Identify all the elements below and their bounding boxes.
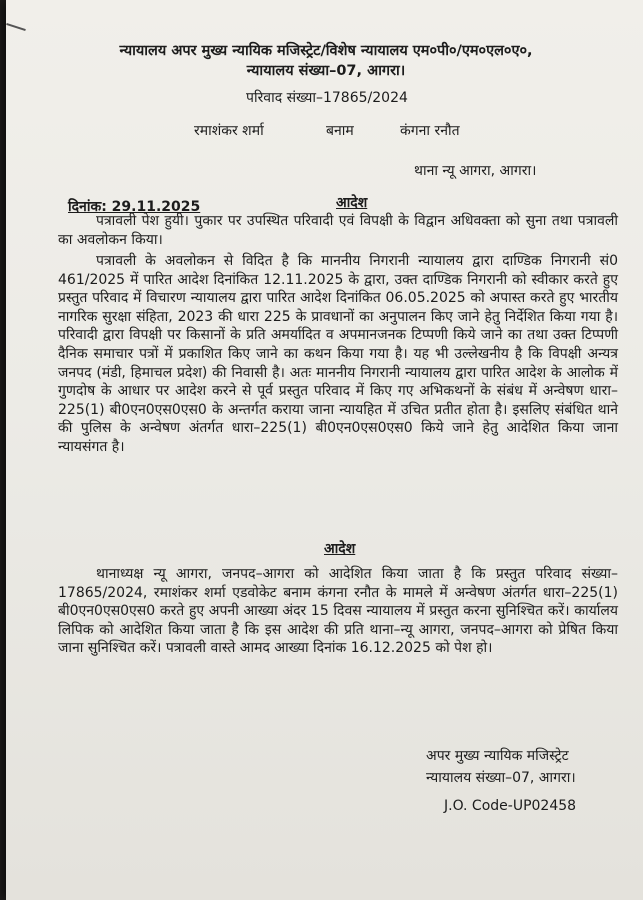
order-paragraph-2: पत्रावली के अवलोकन से विदित है कि माननीय निगरानी न्यायालय द्वारा दाण्डिक निगरानी सं0 461/2025 में पारित आदेश दिनांकित 12.11.2025 के द्वारा, उक्त दाण्डिक निगरानी को स्वीकार करते हुए प्रस्तुत परिवाद में विचारण न्यायालय द्वारा पारित आदेश दिनांकित 06.05.2025 को अपास्त करते हुए भारतीय नागरिक सुरक्षा संहिता, 2023 की धारा 225 के प्रावधानों का अनुपालन किए जाने हेतु निर्देशित किया गया है। परिवादी द्वारा विपक्षी पर किसानों के प्रति अमर्यादित व अपमानजनक टिप्पणी किये जाने का तथा उक्त टिप्पणी दैनिक समाचार पत्रों में प्रकाशित किए जाने का कथन किया गया है। यह भी उल्लेखनीय है कि विपक्षी अन्यत्र जनपद (मंडी, हिमाचल प्रदेश) की निवासी है। अतः माननीय निगरानी न्यायालय द्वारा पारित आदेश के आलोक में गुणदोष के आधार पर आदेश करने से पूर्व प्रस्तुत परिवाद में किए गए अभिकथनों के संबंध में अन्वेषण धारा–225(1) बी0एन0एस0एस0 के अन्तर्गत कराया जाना न्यायहित में उचित प्रतीत होता है। इसलिए संबंधित थाने की पुलिस के अन्वेषण अंतर्गत धारा–225(1) बी0एन0एस0एस0 किये जाने हेतु आदेशित किया जाना न्यायसंगत है। (58, 253, 618, 455)
order-document (6, 0, 643, 900)
police-station: थाना न्यू आगरा, आगरा। (414, 163, 537, 179)
court-name-line2: न्यायालय संख्या–07, आगरा। (246, 63, 406, 79)
jo-code: J.O. Code-UP02458 (444, 798, 577, 814)
case-number: परिवाद संख्या–17865/2024 (246, 90, 408, 106)
order-paragraph-1: पत्रावली पेश हुयी। पुकार पर उपस्थित परिवादी एवं विपक्षी के विद्वान अधिवक्ता को सुना तथा पत्रावली का अवलोकन किया। (58, 213, 618, 248)
complainant-name: रमाशंकर शर्मा (194, 123, 264, 139)
court-number: न्यायालय संख्या–07, आगरा। (426, 770, 576, 786)
respondent-name: कंगना रनौत (400, 123, 460, 139)
order-heading-1: आदेश (336, 195, 368, 211)
order-paragraph-3: थानाध्यक्ष न्यू आगरा, जनपद–आगरा को आदेशित किया जाता है कि प्रस्तुत परिवाद संख्या–17865/2024, रमाशंकर शर्मा एडवोकेट बनाम कंगना रनौत के मामले में अन्वेषण अंतर्गत धारा–225(1) बी0एन0एस0एस0 करते हुए अपनी आख्या अंदर 15 दिवस न्यायालय में प्रस्तुत करना सुनिश्चित करें। कार्यालय लिपिक को आदेशित किया जाता है कि इस आदेश की प्रति थाना–न्यू आगरा, जनपद–आगरा को प्रेषित किया जाना सुनिश्चित करें। पत्रावली वास्ते आमद आख्या दिनांक 16.12.2025 को पेश हो। (58, 566, 618, 657)
magistrate-designation: अपर मुख्य न्यायिक मजिस्ट्रेट (426, 748, 569, 764)
page-corner-mark (6, 23, 26, 31)
order-heading-2: आदेश (324, 541, 356, 557)
court-name-line1: न्यायालय अपर मुख्य न्यायिक मजिस्ट्रेट/विशेष न्यायालय एम०पी०/एम०एल०ए०, (119, 43, 533, 59)
order-date: दिनांक: 29.11.2025 (68, 199, 201, 215)
versus-label: बनाम (326, 123, 354, 139)
